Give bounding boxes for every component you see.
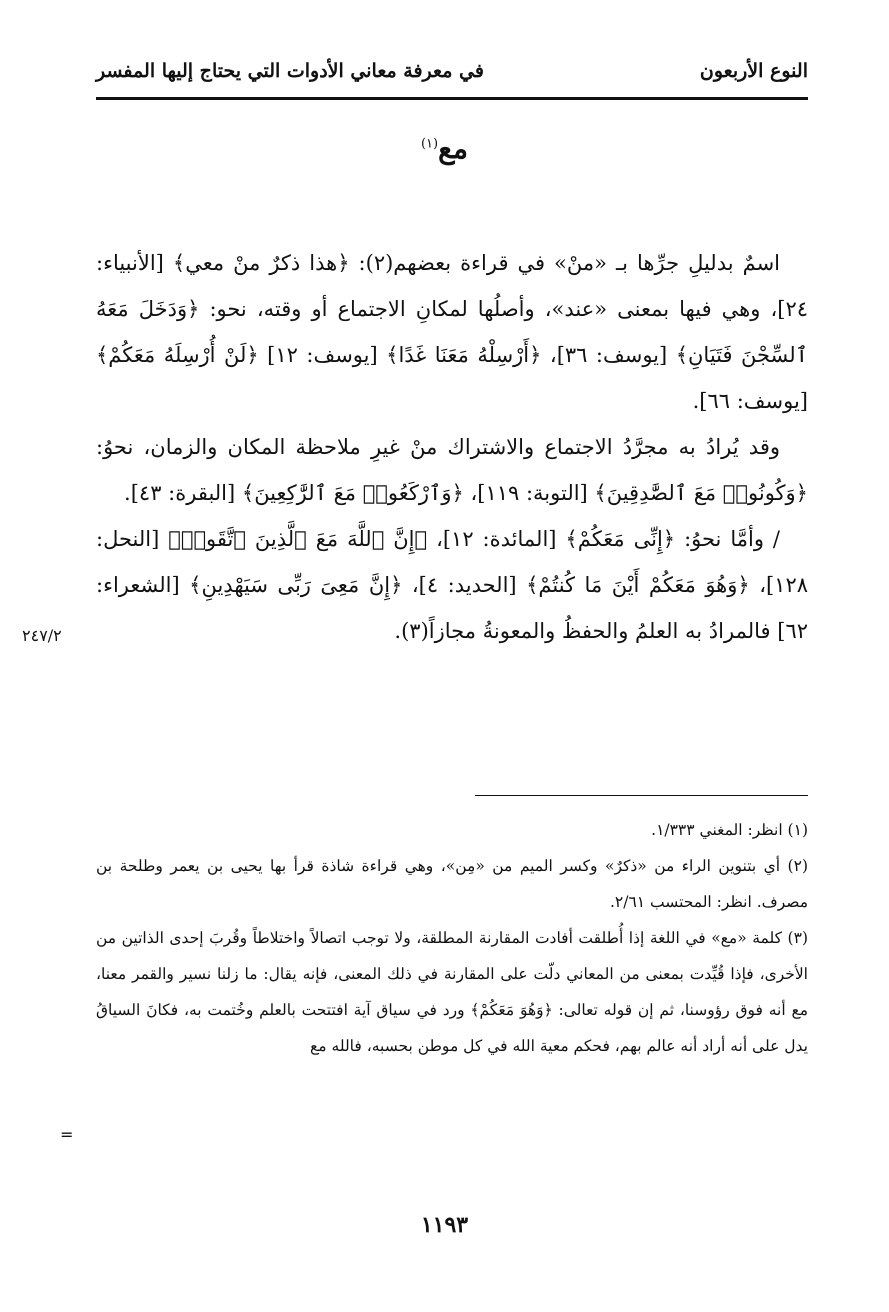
footnote-1: (١) انظر: المغني ١/٣٣٣. bbox=[651, 821, 808, 839]
page-number: ١١٩٣ bbox=[420, 1212, 469, 1238]
footnote-rule bbox=[475, 795, 808, 796]
running-header bbox=[96, 58, 808, 96]
margin-reference: ٢٤٧/٢ bbox=[22, 626, 62, 645]
footnote-2: (٢) أي بتنوين الراء من «ذكرٌ» وكسر الميم من «مِن»، وهي قراءة شاذة قرأ بها يحيى بن يعمر وطلحة بن مصرف. انظر: المحتسب ٢/٦١. bbox=[96, 857, 808, 911]
footnote-3: (٣) كلمة «مع» في اللغة إذا أُطلقت أفادت المقارنة المطلقة، ولا توجب اتصالاً واختلاطاً وقُربَ إحدى الذاتين من الأخرى، فإذا قُيِّدت بمعنى من المعاني دلّت على المقارنة في ذلك المعنى، فإنه يقال: ما زلنا نسير والقمر معنا، مع أنه فوق رؤوسنا، ثم إن قوله تعالى: ﴿وَهُوَ مَعَكُمْ﴾ ورد في سياق آية افتتحت بالعلم وخُتمت به، فكانَ السياقُ يدل على أنه أراد أنه عالم بهم، فحكم معية الله في كل موطن بحسبه، فالله مع bbox=[96, 929, 808, 1055]
header-rule bbox=[96, 97, 808, 100]
continuation-mark: = bbox=[60, 1125, 74, 1144]
paragraph-1: اسمٌ بدليلِ جرِّها بـ «منْ» في قراءة بعضهم(٢): ﴿هذا ذكرٌ منْ معي﴾ [الأنبياء: ٢٤]، وهي فيها بمعنى «عند»، وأصلُها لمكانِ الاجتماع أو وقته، نحو: ﴿وَدَخَلَ مَعَهُ ٱلسِّجْنَ فَتَيَانِ﴾ [يوسف: ٣٦]، ﴿أَرْسِلْهُ مَعَنَا غَدًا﴾ [يوسف: ١٢] ﴿لَنْ أُرْسِلَهُ مَعَكُمْ﴾ [يوسف: ٦٦]. bbox=[96, 251, 808, 413]
chapter-heading bbox=[0, 132, 889, 165]
header-section-title: النوع الأربعون bbox=[699, 60, 808, 82]
paragraph-2: وقد يُرادُ به مجرَّدُ الاجتماع والاشتراك منْ غيرِ ملاحظة المكان والزمان، نحوُ: ﴿وَكُونُوا۟ مَعَ ٱلصَّٰدِقِينَ﴾ [التوبة: ١١٩]، ﴿وَٱرْكَعُوا۟ مَعَ ٱلرَّٰكِعِينَ﴾ [البقرة: ٤٣]. bbox=[96, 435, 808, 505]
header-subject-title: في معرفة معاني الأدوات التي يحتاج إليها المفسر bbox=[96, 60, 484, 82]
main-text bbox=[96, 240, 808, 654]
paragraph-3: / وأمَّا نحوُ: ﴿إِنِّى مَعَكُمْ﴾ [المائدة: ١٢]، ﴿إِنَّ ٱللَّهَ مَعَ ٱلَّذِينَ ٱتَّقَوا۟﴾ [النحل: ١٢٨]، ﴿وَهُوَ مَعَكُمْ أَيْنَ مَا كُنتُمْ﴾ [الحديد: ٤]، ﴿إِنَّ مَعِىَ رَبِّى سَيَهْدِينِ﴾ [الشعراء: ٦٢] فالمرادُ به العلمُ والحفظُ والمعونةُ مجازاً(٣). bbox=[96, 527, 809, 643]
chapter-footnote-ref: (١) bbox=[420, 136, 439, 152]
chapter-title: مع bbox=[438, 132, 469, 165]
footnotes bbox=[96, 812, 808, 1064]
